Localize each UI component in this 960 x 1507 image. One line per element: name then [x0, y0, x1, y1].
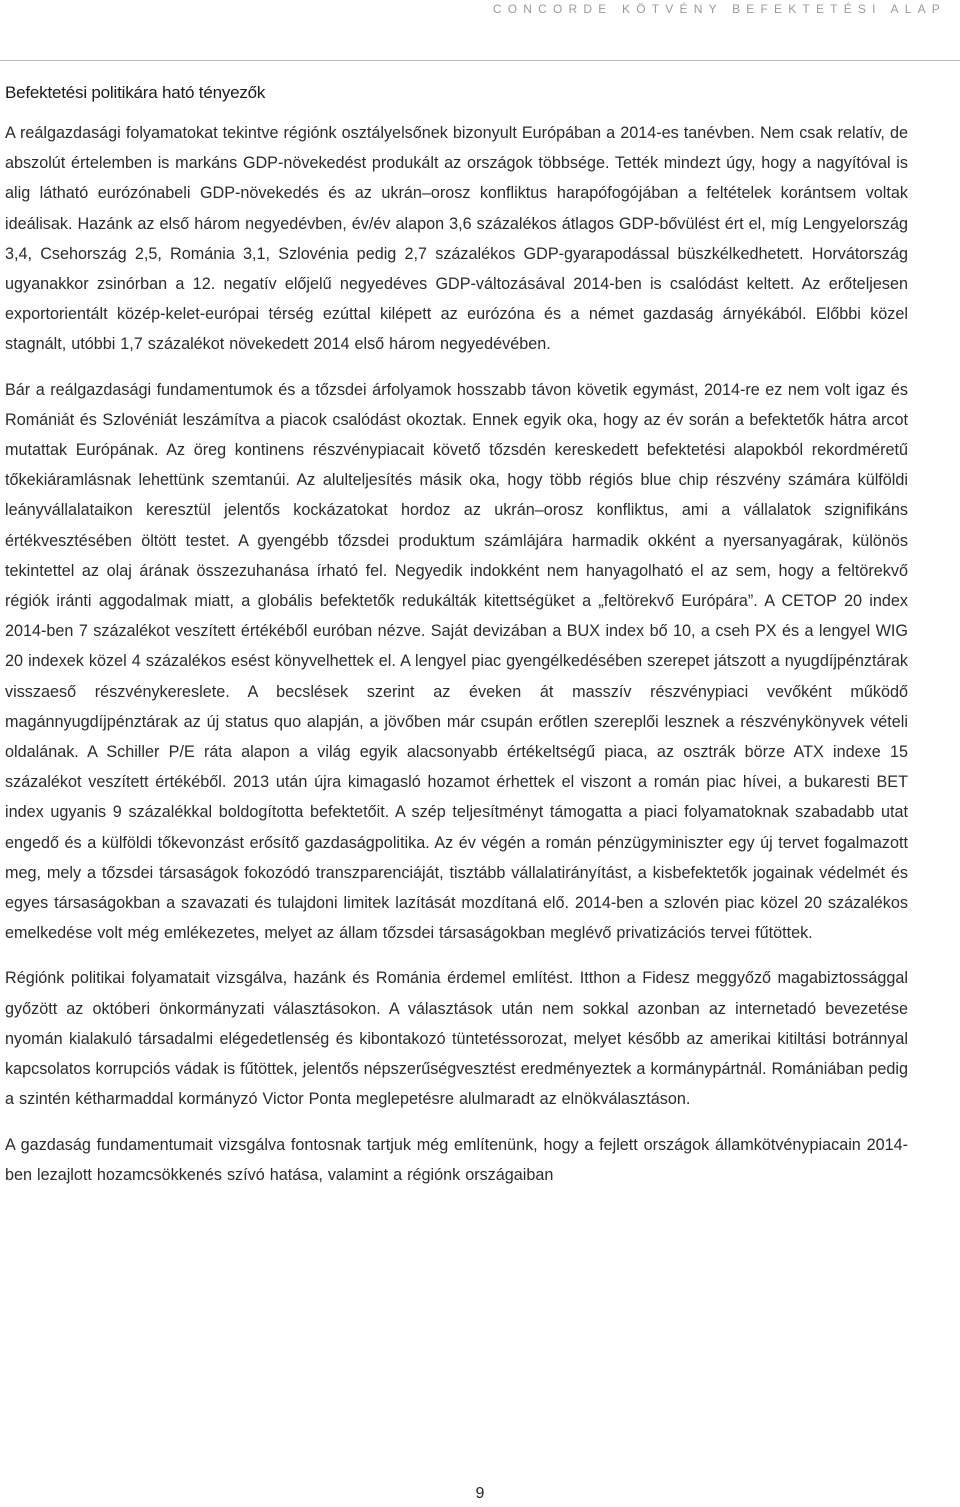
document-body: [5, 78, 908, 1205]
header-divider: [0, 60, 960, 61]
document-header: [0, 0, 960, 22]
page-number: 9: [475, 1485, 485, 1502]
paragraph-politics: Régiónk politikai folyamatait vizsgálva, hazánk és Románia érdemel említést. Itthon a Fidesz meggyőző magabiztossággal győzött az októberi önkormányzati választásokon. A választások után nem sokkal azonban az internetadó bevezetése nyomán kialakuló társadalmi elégedetlenség és kibontakozó tüntetéssorozat, melyet később az amerikai kitiltási botránnyal kapcsolatos korrupciós vádak is fűtöttek, jelentős népszerűségvesztést eredményeztek a kormánypártnál. Romániában pedig a szintén kétharmaddal kormányzó Victor Ponta meglepetésre alulmaradt az elnökválasztáson.: [5, 969, 908, 1109]
paragraph-fundamentals: A gazdaság fundamentumait vizsgálva fontosnak tartjuk még említenünk, hogy a fejlett országok államkötvénypiacain 2014-ben lezajlott hozamcsökkenés szívó hatása, valamint a régiónk országaiban: [5, 1135, 908, 1184]
section-heading: Befektetési politikára ható tényezők: [5, 83, 266, 102]
paragraph-economy: A reálgazdasági folyamatokat tekintve régiónk osztályelsőnek bizonyult Európában a 2014-es tanévben. Nem csak relatív, de abszolút értelemben is markáns GDP-növekedést produkált az országok többsége. Tették mindezt úgy, hogy a nagyítóval is alig látható eurózónabeli GDP-növekedés és az ukrán–orosz konfliktus harapófogójában a feltételek korántsem voltak ideálisak. Hazánk az első három negyedévben, év/év alapon 3,6 százalékos átlagos GDP-bővülést ért el, míg Lengyelország 3,4, Csehország 2,5, Románia 3,1, Szlovénia pedig 2,7 százalékos GDP-gyarapodással büszkélkedhetett. Horvátország ugyanakkor zsinórban a 12. negatív előjelű negyedéves GDP-változásával 2014-ben is csalódást keltett. Az erőteljesen exportorientált közép-kelet-európai térség ezúttal kilépett az eurózóna és a német gazdaság árnyékából. Előbbi közel stagnált, utóbbi 1,7 százalékot növekedett 2014 első három negyedévében.: [5, 124, 908, 354]
paragraph-markets: Bár a reálgazdasági fundamentumok és a tőzsdei árfolyamok hosszabb távon követik egymást, 2014-re ez nem volt igaz és Romániát és Szlovéniát leszámítva a piacok csalódást okoztak. Ennek egyik oka, hogy az év során a befektetők hátra arcot mutattak Európának. Az öreg kontinens részvénypiacait követő tőzsdén kereskedett befektetési alapokból rekordméretű tőkekiáramlásnak lehettünk szemtanúi. Az alulteljesítés másik oka, hogy több régiós blue chip részvény számára külföldi leányvállalataikon keresztül jelentős kockázatokat hordoz az ukrán–orosz konfliktus, ami a vállalatok szignifikáns értékvesztésében öltött testet. A gyengébb tőzsdei produktum számlájára harmadik okként a nyersanyagárak, különös tekintettel az olaj árának összezuhanása írható fel. Negyedik indokként nem hanyagolható el az sem, hogy a feltörekvő régiók iránti aggodalmak miatt, a globális befektetők redukálták kitettségüket a „feltörekvő Európára”. A CETOP 20 index 2014-ben 7 százalékot veszített értékéből euróban nézve. Saját devizában a BUX index bő 10, a cseh PX és a lengyel WIG 20 indexek közel 4 százalékos esést könyvelhettek el. A lengyel piac gyengélkedésében szerepet játszott a nyugdíjpénztárak visszaeső részvénykereslete. A becslések szerint az éveken át masszív részvénypiaci vevőként működő magánnyugdíjpénztárak az új status quo alapján, a jövőben már csupán erőtlen szereplői lesznek a részvénykönyvek vételi oldalának. A Schiller P/E ráta alapon a világ egyik alacsonyabb értékeltségű piaca, az osztrák börze ATX indexe 15 százalékot veszített értékéből. 2013 után újra kimagasló hozamot érhettek el viszont a román piac hívei, a bukaresti BET index ugyanis 9 százalékkal boldogította befektetőit. A szép teljesítményt támogatta a piaci folyamatoknak szabadabb utat engedő és a külföldi tőkevonzást erősítő gazdaságpolitika. Az év végén a román pénzügyminiszter egy új tervet fogalmazott meg, mely a tőzsdei társaságok fokozódó transzparenciáját, tisztább vállalatirányítást, a kisbefektetők jogainak védelmét és egyes társaságokban a szavazati és tulajdoni limitek lazítását mozdítaná elő. 2014-ben a szlovén piac közel 20 százalékos emelkedése volt még emlékezetes, melyet az állam tőzsdei társaságokban meglévő privatizációs tervei fűtöttek.: [5, 380, 908, 943]
fund-name-header: CONCORDE KÖTVÉNY BEFEKTETÉSI ALAP: [492, 2, 946, 16]
